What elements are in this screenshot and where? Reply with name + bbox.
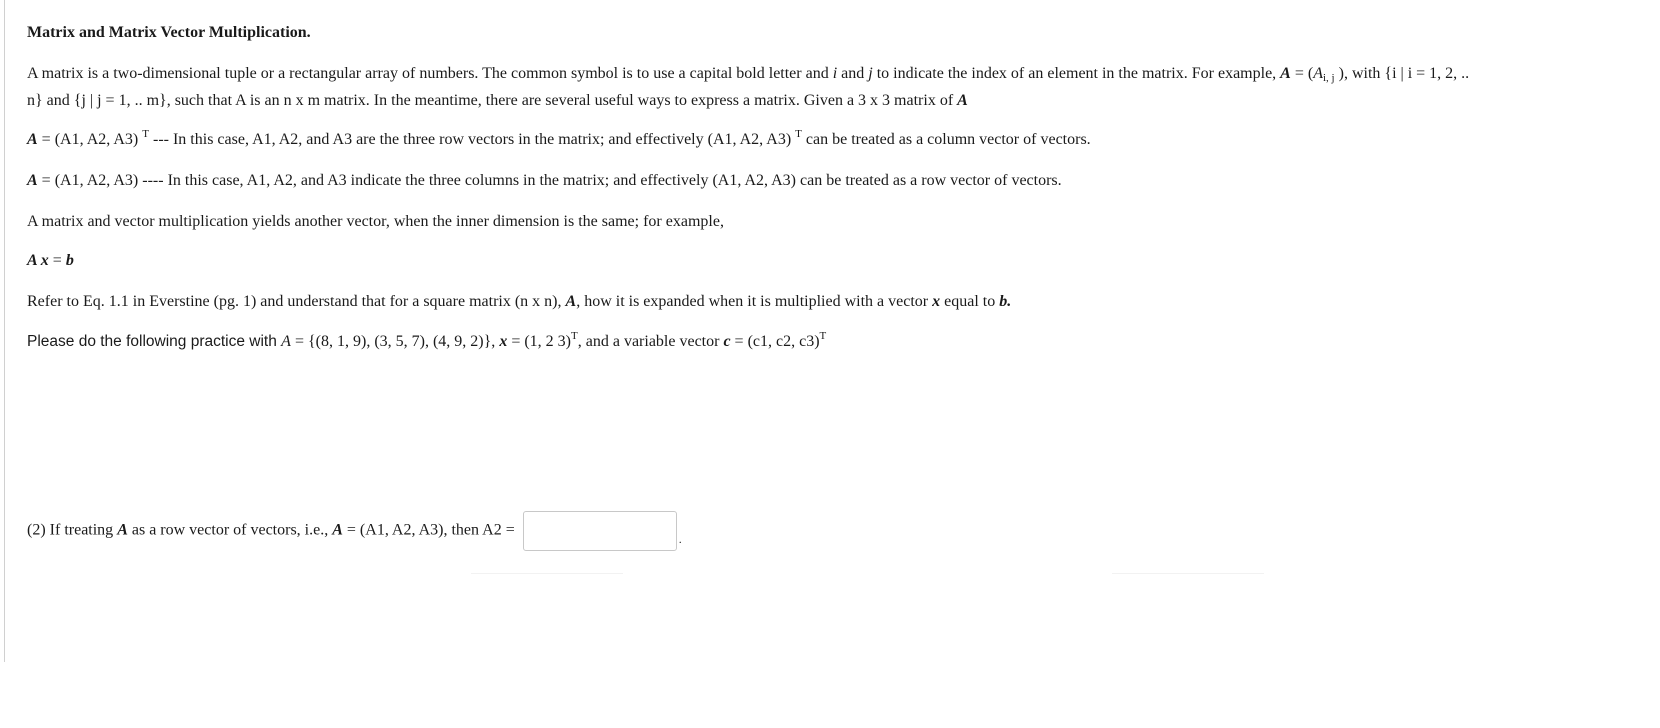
question-2: (2) If treating A as a row vector of vectors, i.e., A = (A1, A2, A3), then A2 = . <box>27 511 682 551</box>
equation-ax-b: A x = b <box>27 252 74 269</box>
refer-text: Refer to Eq. 1.1 in Everstine (pg. 1) and understand that for a square matrix (n x n), A, how it is expanded when it is multiplied with a vector x equal to b. <box>27 293 1012 310</box>
intro-line-2: n} and {j | j = 1, .. m}, such that A is an n x m matrix. In the meantime, there are several useful ways to express a matrix. Given a 3 x 3 matrix of A <box>27 92 968 109</box>
a2-answer-input[interactable] <box>523 511 677 551</box>
intro-line-1: A matrix is a two-dimensional tuple or a rectangular array of numbers. The common symbol is to use a capital bold letter and i and j to indicate the index of an element in the matrix. For example, $A = (A_{i, j}$ ), with {i | i = 1, 2, .. <box>27 65 1470 84</box>
page-title: Matrix and Matrix Vector Multiplication. <box>27 24 311 41</box>
column-vector-definition: A = (A1, A2, A3) ---- In this case, A1, A2, and A3 indicate the three columns in the matrix; and effectively (A1, A2, A3) can be treated as a row vector of vectors. <box>27 172 1062 189</box>
hidden-divider-left <box>471 573 623 574</box>
answer-period: . <box>678 531 682 546</box>
row-vector-definition: A = (A1, A2, A3) $^T$ --- In this case, A1, A2, and A3 are the three row vectors in the matrix; and effectively (A1, A2, A3) $^T$ can be treated as a column vector of vectors. <box>27 128 1091 148</box>
multiplication-text: A matrix and vector multiplication yields another vector, when the inner dimension is the same; for example, <box>27 213 724 230</box>
hidden-divider-right <box>1112 573 1264 574</box>
practice-text: Please do the following practice with A = {(8, 1, 9), (3, 5, 7), (4, 9, 2)}, x = (1, 2 3)$^T$, and a variable vector c = (c1, c2, c3)$^T$ <box>27 330 827 350</box>
